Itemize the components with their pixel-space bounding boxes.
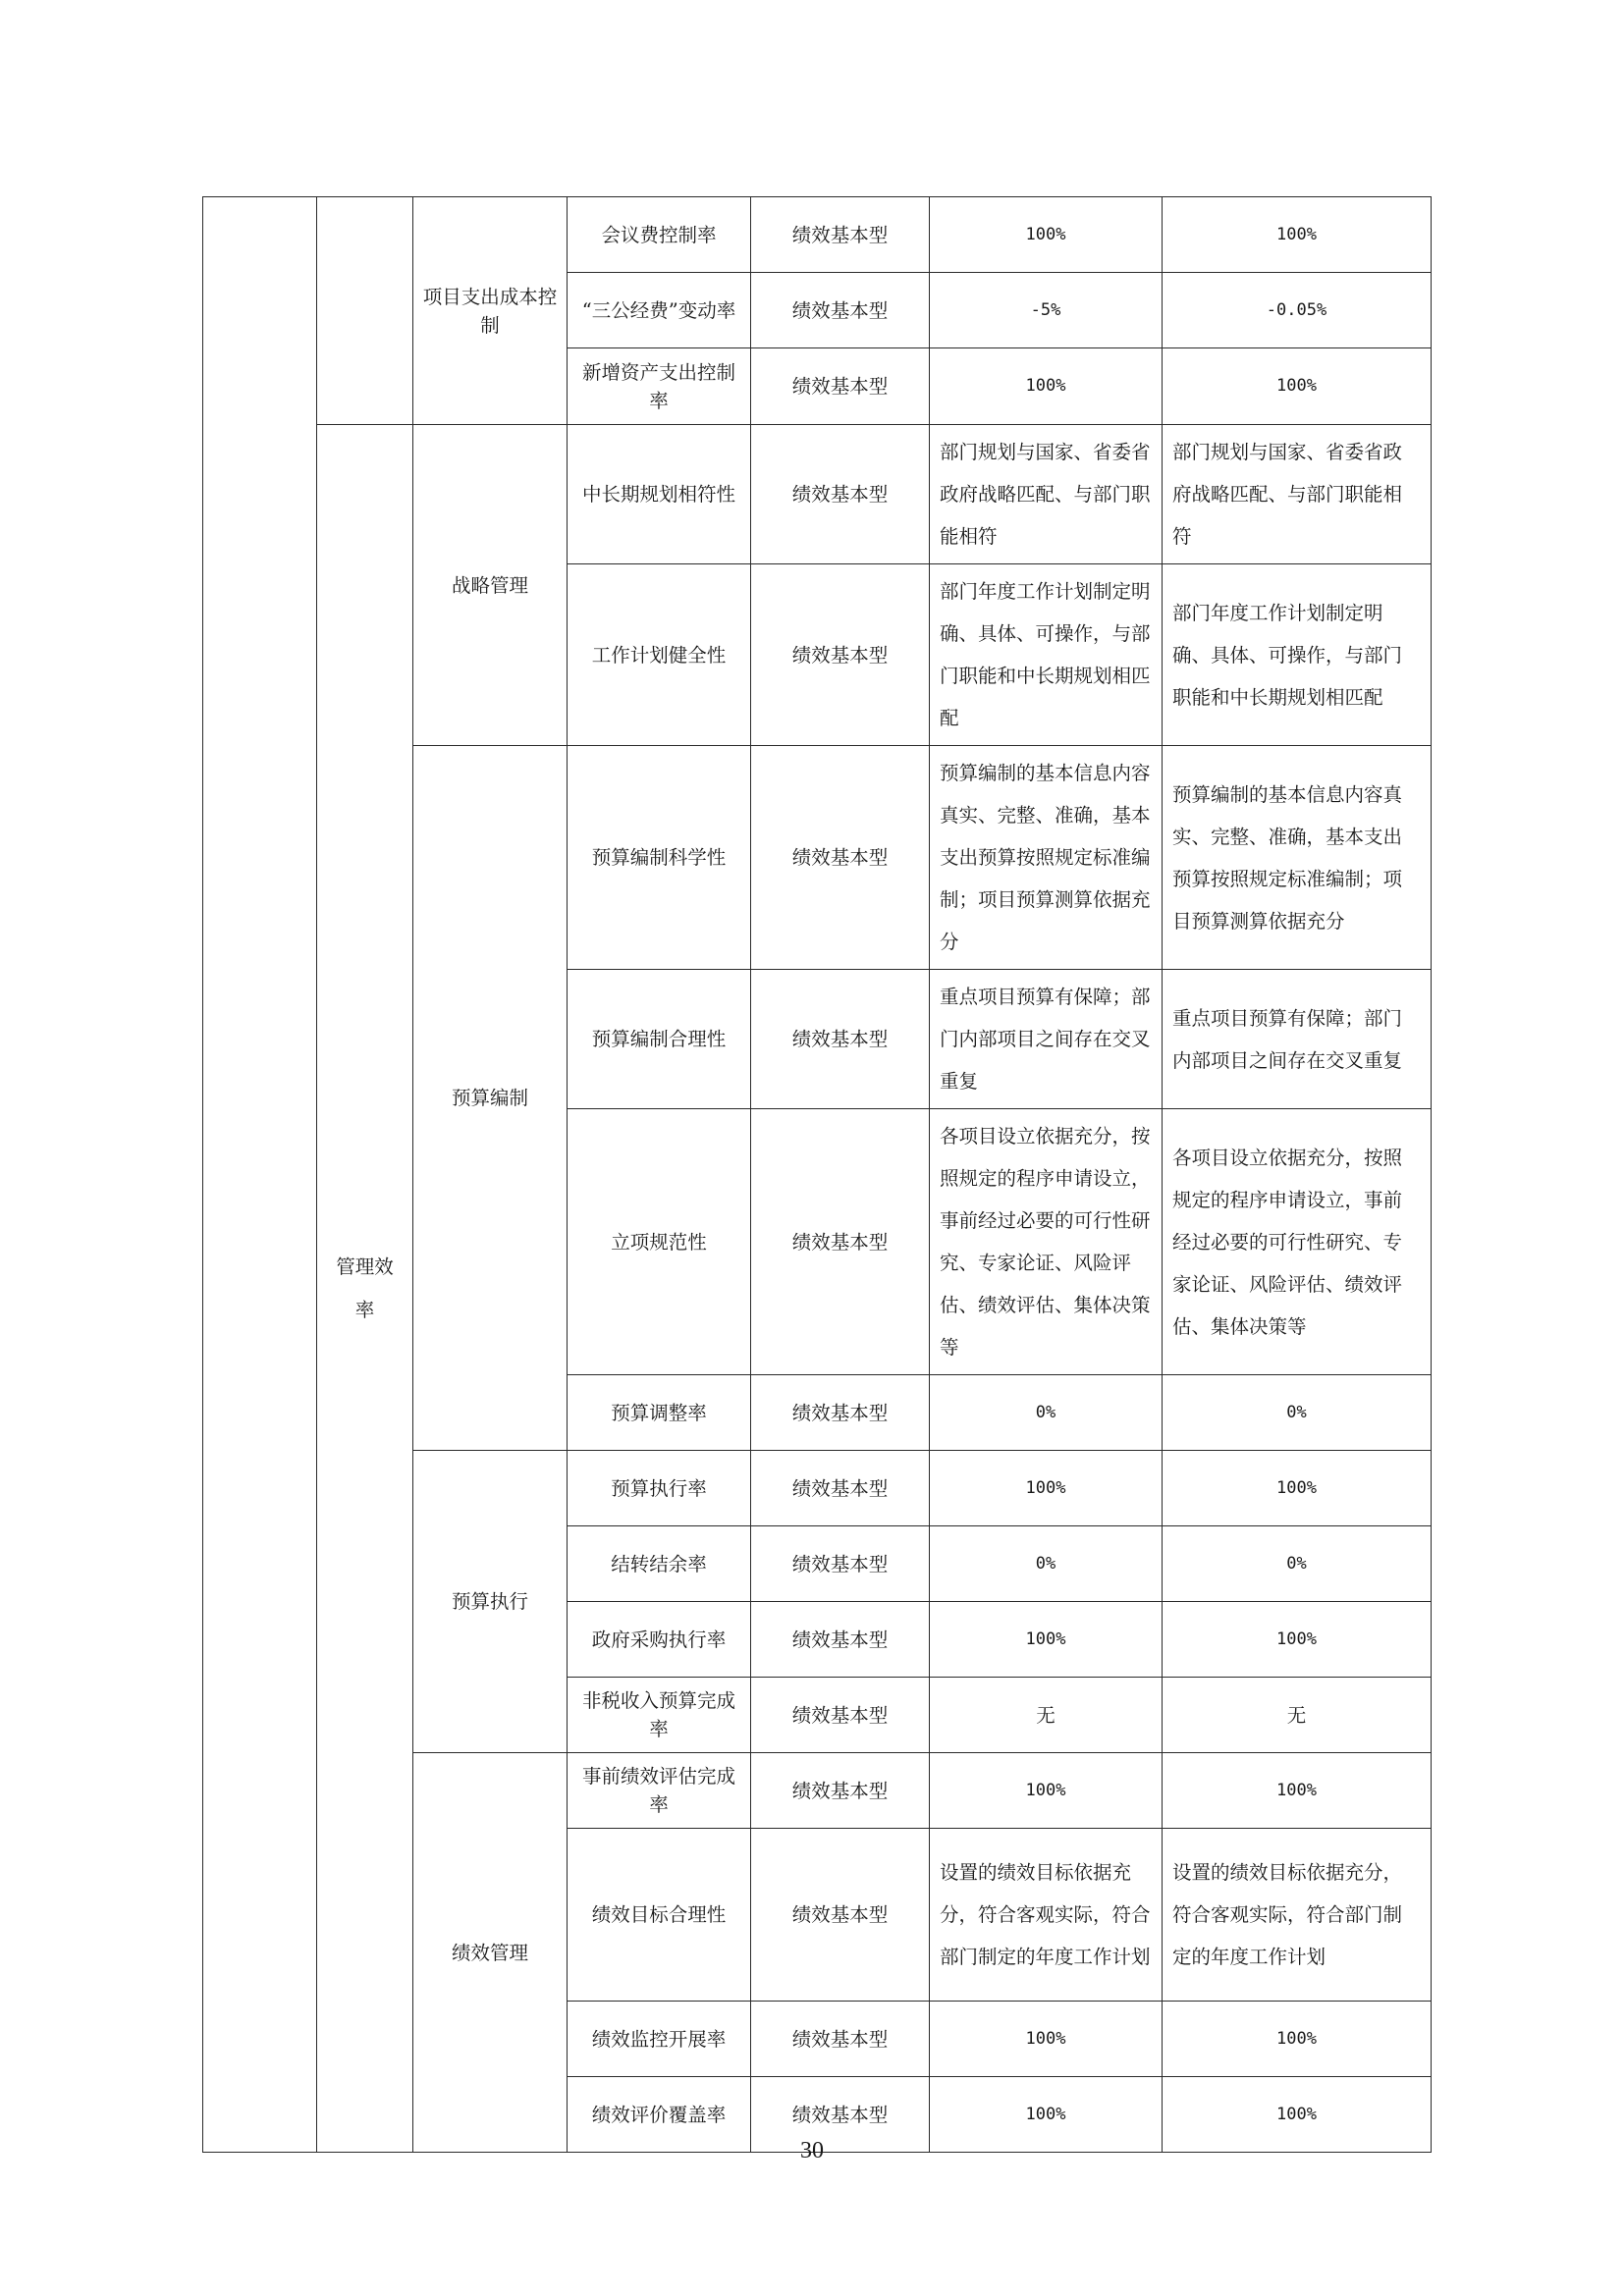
type-cell: 绩效基本型 bbox=[751, 425, 930, 564]
target-cell: 100% bbox=[930, 2077, 1163, 2153]
type-cell: 绩效基本型 bbox=[751, 273, 930, 348]
target-cell: 100% bbox=[930, 2002, 1163, 2077]
type-cell: 绩效基本型 bbox=[751, 197, 930, 273]
actual-cell: 100% bbox=[1163, 348, 1432, 425]
actual-cell: 100% bbox=[1163, 197, 1432, 273]
performance-indicator-table bbox=[202, 196, 1432, 2153]
indicator-cell: 预算调整率 bbox=[568, 1375, 751, 1451]
target-cell: 100% bbox=[930, 348, 1163, 425]
indicator-cell: 政府采购执行率 bbox=[568, 1602, 751, 1678]
type-cell: 绩效基本型 bbox=[751, 1829, 930, 2002]
indicator-cell: 预算执行率 bbox=[568, 1451, 751, 1526]
actual-cell: 部门年度工作计划制定明确、具体、可操作，与部门职能和中长期规划相匹配 bbox=[1163, 564, 1432, 746]
actual-cell: 100% bbox=[1163, 1602, 1432, 1678]
indicator-cell: 会议费控制率 bbox=[568, 197, 751, 273]
indicator-cell: 中长期规划相符性 bbox=[568, 425, 751, 564]
indicator-cell: 预算编制科学性 bbox=[568, 746, 751, 970]
target-cell: 100% bbox=[930, 197, 1163, 273]
target-cell: 无 bbox=[930, 1678, 1163, 1753]
actual-cell: 各项目设立依据充分，按照规定的程序申请设立，事前经过必要的可行性研究、专家论证、风险评估、绩效评估、集体决策等 bbox=[1163, 1109, 1432, 1375]
indicator-cell: “三公经费”变动率 bbox=[568, 273, 751, 348]
indicator-cell: 结转结余率 bbox=[568, 1526, 751, 1602]
level3-cell: 战略管理 bbox=[413, 425, 568, 746]
indicator-cell: 预算编制合理性 bbox=[568, 970, 751, 1109]
actual-cell: 0% bbox=[1163, 1375, 1432, 1451]
level3-cell: 预算执行 bbox=[413, 1451, 568, 1753]
target-cell: 0% bbox=[930, 1375, 1163, 1451]
actual-cell: 100% bbox=[1163, 2002, 1432, 2077]
actual-cell: 0% bbox=[1163, 1526, 1432, 1602]
actual-cell: 100% bbox=[1163, 1753, 1432, 1829]
table-row bbox=[203, 197, 1432, 273]
target-cell: 部门年度工作计划制定明确、具体、可操作，与部门职能和中长期规划相匹配 bbox=[930, 564, 1163, 746]
indicator-cell: 绩效评价覆盖率 bbox=[568, 2077, 751, 2153]
indicator-cell: 绩效监控开展率 bbox=[568, 2002, 751, 2077]
target-cell: 预算编制的基本信息内容真实、完整、准确，基本支出预算按照规定标准编制；项目预算测算依据充分 bbox=[930, 746, 1163, 970]
target-cell: 各项目设立依据充分，按照规定的程序申请设立，事前经过必要的可行性研究、专家论证、风险评估、绩效评估、集体决策等 bbox=[930, 1109, 1163, 1375]
target-cell: 重点项目预算有保障；部门内部项目之间存在交叉重复 bbox=[930, 970, 1163, 1109]
actual-cell: 100% bbox=[1163, 1451, 1432, 1526]
type-cell: 绩效基本型 bbox=[751, 2002, 930, 2077]
type-cell: 绩效基本型 bbox=[751, 1526, 930, 1602]
target-cell: 部门规划与国家、省委省政府战略匹配、与部门职能相符 bbox=[930, 425, 1163, 564]
level3-cell: 预算编制 bbox=[413, 746, 568, 1451]
target-cell: 设置的绩效目标依据充分，符合客观实际，符合部门制定的年度工作计划 bbox=[930, 1829, 1163, 2002]
type-cell: 绩效基本型 bbox=[751, 1109, 930, 1375]
indicator-cell: 事前绩效评估完成率 bbox=[568, 1753, 751, 1829]
target-cell: 100% bbox=[930, 1602, 1163, 1678]
actual-cell: 设置的绩效目标依据充分，符合客观实际，符合部门制定的年度工作计划 bbox=[1163, 1829, 1432, 2002]
indicator-cell: 立项规范性 bbox=[568, 1109, 751, 1375]
actual-cell: -0.05% bbox=[1163, 273, 1432, 348]
actual-cell: 部门规划与国家、省委省政府战略匹配、与部门职能相符 bbox=[1163, 425, 1432, 564]
type-cell: 绩效基本型 bbox=[751, 1678, 930, 1753]
page-number: 30 bbox=[800, 2138, 824, 2163]
table-row bbox=[203, 425, 1432, 564]
type-cell: 绩效基本型 bbox=[751, 1375, 930, 1451]
level2-cell bbox=[317, 197, 413, 425]
target-cell: 100% bbox=[930, 1451, 1163, 1526]
actual-cell: 重点项目预算有保障；部门内部项目之间存在交叉重复 bbox=[1163, 970, 1432, 1109]
type-cell: 绩效基本型 bbox=[751, 564, 930, 746]
type-cell: 绩效基本型 bbox=[751, 1753, 930, 1829]
level3-cell: 绩效管理 bbox=[413, 1753, 568, 2153]
indicator-cell: 工作计划健全性 bbox=[568, 564, 751, 746]
type-cell: 绩效基本型 bbox=[751, 970, 930, 1109]
actual-cell: 无 bbox=[1163, 1678, 1432, 1753]
target-cell: 100% bbox=[930, 1753, 1163, 1829]
actual-cell: 100% bbox=[1163, 2077, 1432, 2153]
type-cell: 绩效基本型 bbox=[751, 348, 930, 425]
actual-cell: 预算编制的基本信息内容真实、完整、准确，基本支出预算按照规定标准编制；项目预算测算依据充分 bbox=[1163, 746, 1432, 970]
level1-cell bbox=[203, 197, 317, 2153]
indicator-cell: 新增资产支出控制率 bbox=[568, 348, 751, 425]
type-cell: 绩效基本型 bbox=[751, 1602, 930, 1678]
indicator-cell: 非税收入预算完成率 bbox=[568, 1678, 751, 1753]
target-cell: -5% bbox=[930, 273, 1163, 348]
type-cell: 绩效基本型 bbox=[751, 746, 930, 970]
level2-cell: 管理效率 bbox=[317, 425, 413, 2153]
level3-cell: 项目支出成本控制 bbox=[413, 197, 568, 425]
type-cell: 绩效基本型 bbox=[751, 2077, 930, 2153]
target-cell: 0% bbox=[930, 1526, 1163, 1602]
indicator-cell: 绩效目标合理性 bbox=[568, 1829, 751, 2002]
type-cell: 绩效基本型 bbox=[751, 1451, 930, 1526]
